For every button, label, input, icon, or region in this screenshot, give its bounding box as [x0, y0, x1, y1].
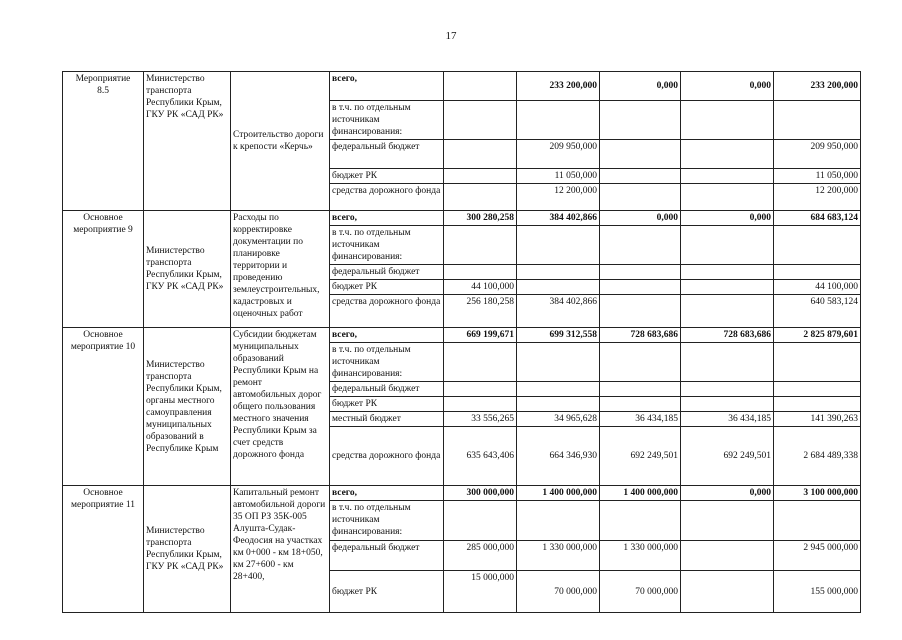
source-cell: бюджет РК [330, 397, 444, 412]
value-cell: 664 346,930 [517, 427, 600, 486]
value-cell: 141 390,263 [774, 412, 861, 427]
source-cell: средства дорожного фонда [330, 427, 444, 486]
value-cell [517, 343, 600, 382]
value-cell [444, 382, 517, 397]
description-cell: Капитальный ремонт автомобильной дороги 35 ОП РЗ 35К-005 Алушта-Судак-Феодосия на участках км 0+000 - км 18+050, км 27+600 - км 28+400, [231, 486, 330, 613]
value-cell: 233 200,000 [774, 72, 861, 101]
value-cell [600, 226, 681, 265]
value-cell: 155 000,000 [774, 571, 861, 613]
value-cell: 300 280,258 [444, 211, 517, 226]
value-cell [681, 265, 774, 280]
value-cell: 12 200,000 [517, 184, 600, 211]
value-cell: 0,000 [681, 486, 774, 501]
value-cell [681, 382, 774, 397]
value-cell: 12 200,000 [774, 184, 861, 211]
value-cell: 300 000,000 [444, 486, 517, 501]
source-cell: бюджет РК [330, 280, 444, 295]
value-cell [600, 280, 681, 295]
value-cell: 728 683,686 [600, 328, 681, 343]
value-cell [517, 397, 600, 412]
value-cell [600, 295, 681, 328]
source-cell: федеральный бюджет [330, 140, 444, 169]
source-cell: бюджет РК [330, 169, 444, 184]
page-number: 17 [445, 30, 457, 42]
value-cell [600, 265, 681, 280]
value-cell: 684 683,124 [774, 211, 861, 226]
executor-cell: Министерство транспорта Республики Крым, ГКУ РК «САД РК» [144, 211, 231, 328]
value-cell: 699 312,558 [517, 328, 600, 343]
value-cell [517, 226, 600, 265]
value-cell [774, 382, 861, 397]
value-cell [444, 101, 517, 140]
source-cell: в т.ч. по отдельным источникам финансирования: [330, 501, 444, 541]
source-cell: средства дорожного фонда [330, 184, 444, 211]
value-cell: 44 100,000 [774, 280, 861, 295]
value-cell: 11 050,000 [774, 169, 861, 184]
value-cell [444, 265, 517, 280]
value-cell: 1 400 000,000 [600, 486, 681, 501]
table-row [63, 328, 861, 343]
value-cell: 34 965,628 [517, 412, 600, 427]
value-cell: 692 249,501 [681, 427, 774, 486]
source-cell: в т.ч. по отдельным источникам финансирования: [330, 101, 444, 140]
value-cell: 3 100 000,000 [774, 486, 861, 501]
table-row [63, 211, 861, 226]
value-cell: 1 400 000,000 [517, 486, 600, 501]
value-cell: 256 180,258 [444, 295, 517, 328]
value-cell: 209 950,000 [517, 140, 600, 169]
value-cell [681, 140, 774, 169]
value-cell: 384 402,866 [517, 295, 600, 328]
value-cell: 0,000 [600, 72, 681, 101]
value-cell [517, 265, 600, 280]
value-cell: 640 583,124 [774, 295, 861, 328]
value-cell: 70 000,000 [517, 571, 600, 613]
value-cell [444, 140, 517, 169]
value-cell: 2 825 879,601 [774, 328, 861, 343]
value-cell: 233 200,000 [517, 72, 600, 101]
value-cell: 2 945 000,000 [774, 541, 861, 571]
value-cell [600, 169, 681, 184]
value-cell: 33 556,265 [444, 412, 517, 427]
value-cell [681, 343, 774, 382]
value-cell [517, 382, 600, 397]
value-cell [774, 501, 861, 541]
description-cell: Строительство дороги к крепости «Керчь» [231, 72, 330, 211]
value-cell [681, 501, 774, 541]
event-name: Мероприятие 8.5 [63, 72, 144, 211]
source-cell: всего, [330, 72, 444, 101]
value-cell [681, 226, 774, 265]
description-cell: Расходы по корректировке документации по планировке территории и проведению землеустроительных, кадастровых и оценочных работ [231, 211, 330, 328]
value-cell [600, 184, 681, 211]
value-cell: 0,000 [681, 211, 774, 226]
value-cell [774, 343, 861, 382]
value-cell [681, 571, 774, 613]
value-cell [681, 169, 774, 184]
value-cell: 44 100,000 [444, 280, 517, 295]
value-cell [681, 295, 774, 328]
value-cell [681, 397, 774, 412]
source-cell: федеральный бюджет [330, 265, 444, 280]
source-cell: в т.ч. по отдельным источникам финансирования: [330, 226, 444, 265]
value-cell: 285 000,000 [444, 541, 517, 571]
value-cell: 0,000 [600, 211, 681, 226]
budget-table [62, 71, 861, 613]
value-cell [681, 541, 774, 571]
value-cell: 0,000 [681, 72, 774, 101]
value-cell: 11 050,000 [517, 169, 600, 184]
value-cell: 1 330 000,000 [517, 541, 600, 571]
value-cell [600, 501, 681, 541]
value-cell: 669 199,671 [444, 328, 517, 343]
source-cell: бюджет РК [330, 571, 444, 613]
value-cell: 209 950,000 [774, 140, 861, 169]
value-cell [600, 397, 681, 412]
value-cell: 36 434,185 [600, 412, 681, 427]
value-cell [774, 397, 861, 412]
value-cell: 384 402,866 [517, 211, 600, 226]
value-cell: 15 000,000 [444, 571, 517, 613]
value-cell [444, 501, 517, 541]
executor-cell: Министерство транспорта Республики Крым, ГКУ РК «САД РК» [144, 72, 231, 211]
value-cell [774, 226, 861, 265]
source-cell: всего, [330, 486, 444, 501]
executor-cell: Министерство транспорта Республики Крым, ГКУ РК «САД РК» [144, 486, 231, 613]
source-cell: местный бюджет [330, 412, 444, 427]
executor-cell: Министерство транспорта Республики Крым, органы местного самоуправления муниципальных образований в Республике Крым [144, 328, 231, 486]
value-cell [444, 397, 517, 412]
value-cell [444, 184, 517, 211]
value-cell: 692 249,501 [600, 427, 681, 486]
source-cell: всего, [330, 328, 444, 343]
value-cell [444, 72, 517, 101]
value-cell [600, 382, 681, 397]
event-name: Основное мероприятие 9 [63, 211, 144, 328]
value-cell: 635 643,406 [444, 427, 517, 486]
value-cell [600, 343, 681, 382]
value-cell: 1 330 000,000 [600, 541, 681, 571]
value-cell [444, 226, 517, 265]
source-cell: средства дорожного фонда [330, 295, 444, 328]
value-cell [681, 280, 774, 295]
source-cell: федеральный бюджет [330, 382, 444, 397]
source-cell: всего, [330, 211, 444, 226]
table-row [63, 486, 861, 501]
value-cell [517, 280, 600, 295]
description-cell: Субсидии бюджетам муниципальных образований Республики Крым на ремонт автомобильных дорог общего пользования местного значения Республики Крым за счет средств дорожного фонда [231, 328, 330, 486]
value-cell: 70 000,000 [600, 571, 681, 613]
value-cell [600, 101, 681, 140]
value-cell [681, 101, 774, 140]
value-cell [517, 501, 600, 541]
source-cell: в т.ч. по отдельным источникам финансирования: [330, 343, 444, 382]
event-name: Основное мероприятие 11 [63, 486, 144, 613]
value-cell [600, 140, 681, 169]
table-row [63, 72, 861, 101]
value-cell [517, 101, 600, 140]
value-cell [444, 169, 517, 184]
value-cell [444, 343, 517, 382]
value-cell [774, 265, 861, 280]
value-cell: 36 434,185 [681, 412, 774, 427]
value-cell [774, 101, 861, 140]
value-cell: 2 684 489,338 [774, 427, 861, 486]
source-cell: федеральный бюджет [330, 541, 444, 571]
value-cell: 728 683,686 [681, 328, 774, 343]
value-cell [681, 184, 774, 211]
event-name: Основное мероприятие 10 [63, 328, 144, 486]
